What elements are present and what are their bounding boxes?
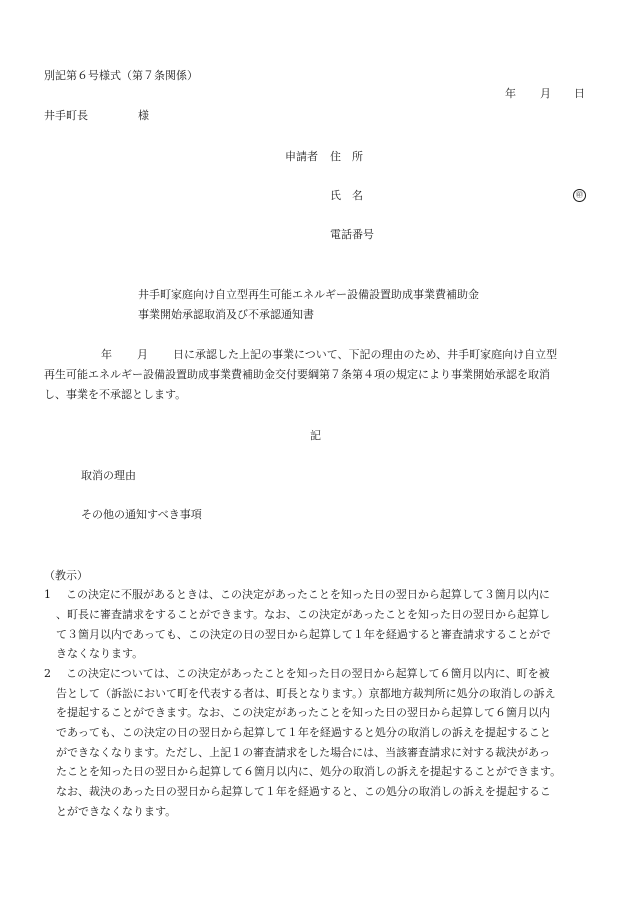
instruction-1-line-3: て３箇月以内であっても、この決定の日の翌日から起算して１年を経過すると審査請求することがで	[56, 628, 551, 641]
item-other-notices: その他の通知すべき事項	[81, 508, 202, 521]
ki-heading: 記	[310, 429, 321, 442]
instruction-1-line-4: きなくなります。	[56, 647, 144, 660]
applicant-label: 申請者	[285, 150, 318, 163]
instruction-2-line-1: この決定については、この決定があったことを知った日の翌日から起算して６箇月以内に、町を被	[66, 667, 550, 680]
phone-label: 電話番号	[330, 228, 374, 241]
instruction-number-2: 2	[44, 667, 51, 680]
body-month: 月	[137, 348, 148, 361]
instruction-1-line-1: この決定に不服があるときは、この決定があったことを知った日の翌日から起算して３箇月以内に	[66, 588, 550, 601]
name-label: 氏 名	[330, 189, 363, 202]
body-line-2: 再生可能エネルギー設備設置助成事業費補助金交付要綱第７条第４項の規定により事業開始承認を取消	[44, 368, 550, 381]
body-year: 年	[101, 348, 112, 361]
instruction-2-line-5: ができなくなります。ただし、上記１の審査請求をした場合には、当該審査請求に対する裁決があっ	[56, 746, 551, 759]
instruction-2-line-6: たことを知った日の翌日から起算して６箇月以内に、処分の取消しの訴えを提起することができます。	[56, 765, 562, 778]
instruction-2-line-7: なお、裁決のあった日の翌日から起算して１年を経過すると、この処分の取消しの訴えを提起するこ	[56, 785, 551, 798]
instruction-heading: （教示）	[44, 569, 88, 582]
date-year: 年	[505, 87, 516, 100]
instruction-2-line-4: であっても、この決定の日の翌日から起算して１年を経過すると処分の取消しの訴えを提起すること	[56, 726, 551, 739]
addressee-honorific: 様	[138, 109, 149, 122]
address-label: 住 所	[330, 150, 363, 163]
date-day: 日	[574, 87, 585, 100]
body-line-1: 日に承認した上記の事業について、下記の理由のため、井手町家庭向け自立型	[173, 348, 558, 361]
instruction-1-line-2: 、町長に審査請求をすることができます。なお、この決定があったことを知った日の翌日から起算し	[56, 608, 551, 621]
instruction-2-line-3: を提起することができます。なお、この決定があったことを知った日の翌日から起算して６箇月以内	[56, 706, 551, 719]
item-cancel-reason: 取消の理由	[81, 469, 136, 482]
title-line-1: 井手町家庭向け自立型再生可能エネルギー設備設置助成事業費補助金	[138, 288, 479, 301]
instruction-2-line-2: 告として（訴訟において町を代表する者は、町長となります。）京都地方裁判所に処分の取消しの訴え	[56, 687, 556, 700]
title-line-2: 事業開始承認取消及び不承認通知書	[138, 308, 314, 321]
instruction-number-1: 1	[44, 588, 51, 601]
addressee-name: 井手町長	[44, 109, 88, 122]
date-month: 月	[540, 87, 551, 100]
body-line-3: し、事業を不承認とします。	[44, 388, 187, 401]
instruction-2-line-8: とができなくなります。	[56, 805, 177, 818]
seal-mark: ㊞	[573, 189, 586, 202]
form-label: 別記第６号様式（第７条関係）	[44, 69, 198, 82]
